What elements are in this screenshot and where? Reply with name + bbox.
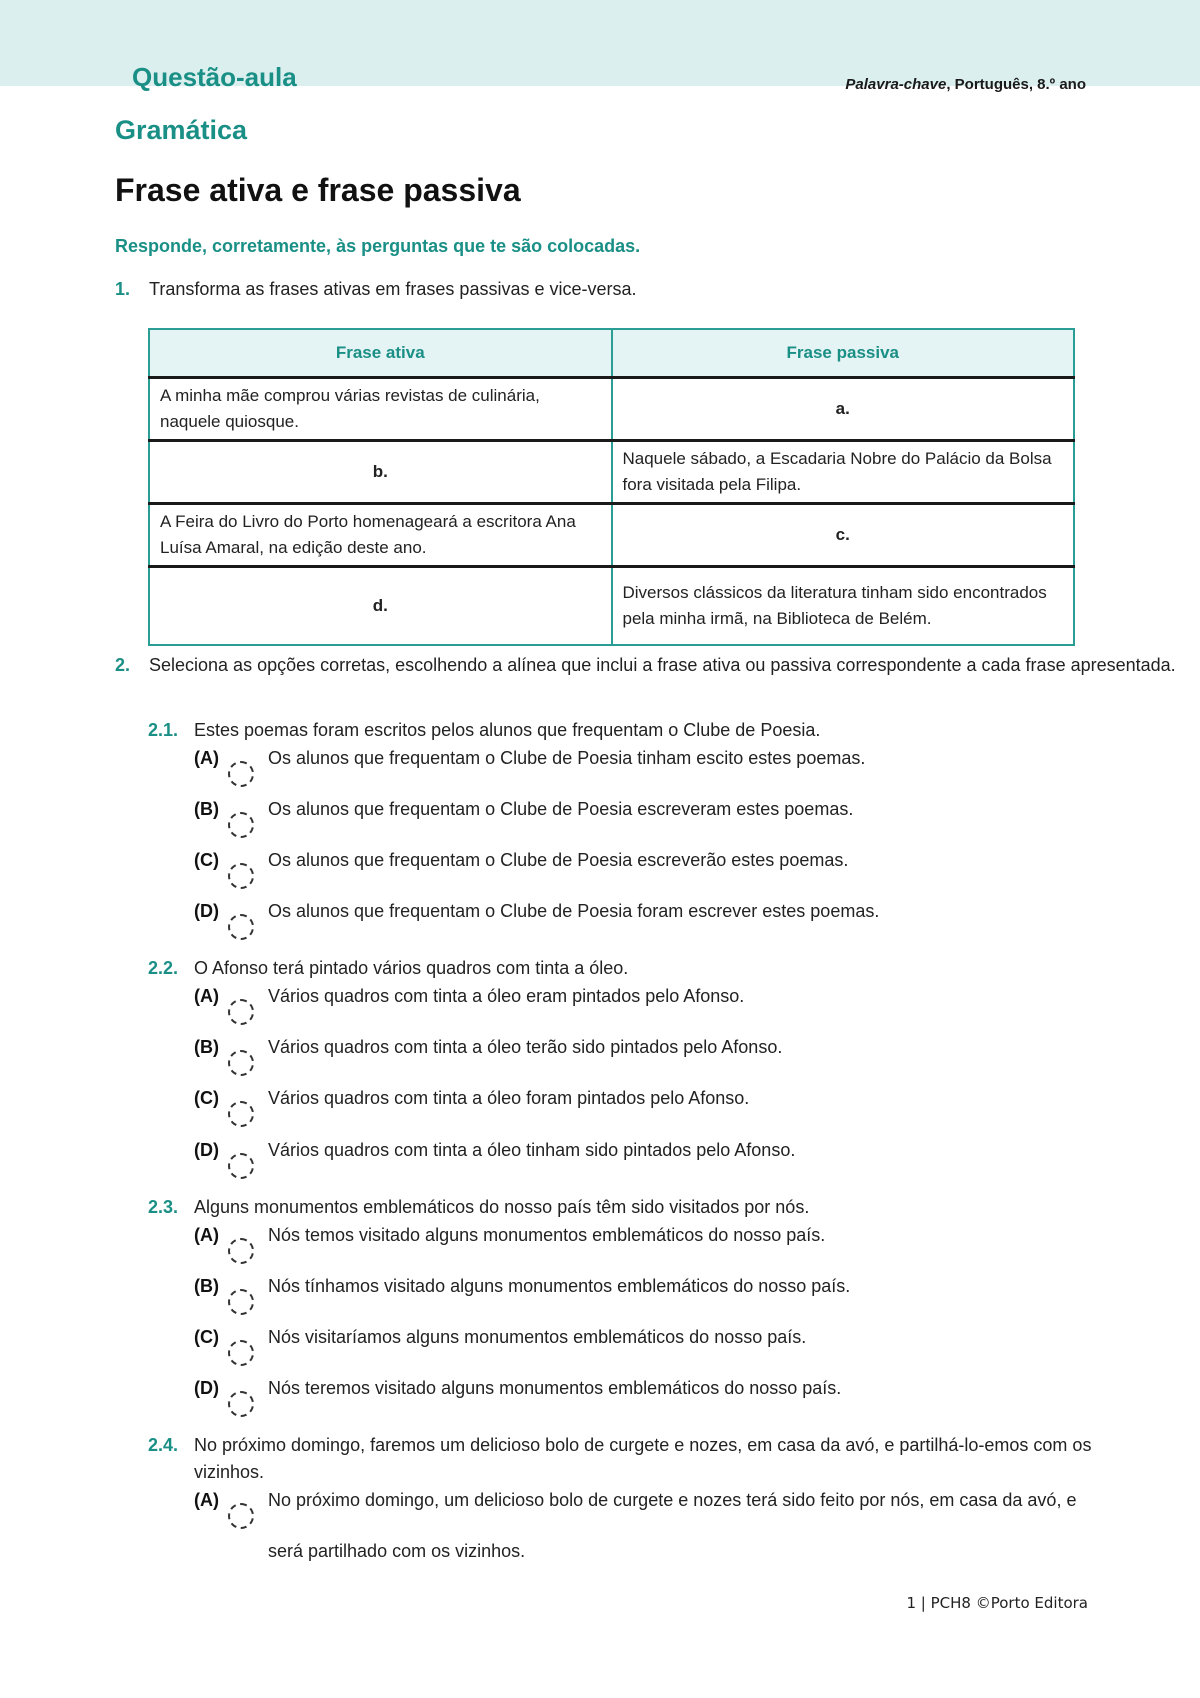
table-row [149, 378, 1074, 441]
option-2-3-c[interactable] [194, 1324, 1104, 1351]
option-label: (C) [194, 1088, 219, 1108]
subquestion-number: 2.1. [148, 720, 179, 740]
option-2-3-b[interactable] [194, 1273, 1104, 1300]
answer-circle-icon[interactable] [228, 812, 254, 838]
option-label: (D) [194, 901, 219, 921]
question-1 [115, 276, 1199, 303]
question-text: Seleciona as opções corretas, escolhendo a alínea que inclui a frase ativa ou passiva correspondente a cada frase apresentada. [149, 655, 1176, 675]
source-rest: , Português, 8.º ano [946, 76, 1086, 93]
question-number: 1. [115, 279, 131, 299]
option-label: (C) [194, 850, 219, 870]
option-text: Vários quadros com tinta a óleo foram pintados pelo Afonso. [268, 1088, 750, 1108]
answer-circle-icon[interactable] [228, 1238, 254, 1264]
cell-passive: Diversos clássicos da literatura tinham sido encontrados pela minha irmã, na Biblioteca de Belém. [612, 567, 1075, 645]
option-2-3-d[interactable] [194, 1375, 1104, 1402]
option-2-4-a[interactable] [194, 1487, 1104, 1577]
source-italic: Palavra-chave [845, 76, 947, 93]
option-text: Nós teremos visitado alguns monumentos emblemáticos do nosso país. [268, 1378, 842, 1398]
table-header-passive: Frase passiva [612, 329, 1075, 378]
subquestion-text: Alguns monumentos emblemáticos do nosso país têm sido visitados por nós. [194, 1197, 810, 1217]
question-number: 2. [115, 655, 131, 675]
table-header-active: Frase ativa [149, 329, 612, 378]
answer-circle-icon[interactable] [228, 1340, 254, 1366]
page-footer: 1 | PCH8 ©Porto Editora [906, 1594, 1088, 1612]
section-title: Gramática [115, 115, 248, 145]
subquestion-text: O Afonso terá pintado vários quadros com tinta a óleo. [194, 958, 629, 978]
option-2-1-b[interactable] [194, 796, 1104, 823]
option-2-2-c[interactable] [194, 1085, 1104, 1112]
option-label: (A) [194, 986, 219, 1006]
answer-cell-b[interactable]: b. [149, 441, 612, 504]
option-2-1-a[interactable] [194, 745, 1104, 772]
option-text: Os alunos que frequentam o Clube de Poesia tinham escito estes poemas. [268, 748, 866, 768]
option-label: (A) [194, 748, 219, 768]
answer-circle-icon[interactable] [228, 1101, 254, 1127]
answer-circle-icon[interactable] [228, 1153, 254, 1179]
option-2-1-d[interactable] [194, 898, 1104, 925]
table-row [149, 441, 1074, 504]
option-text: Vários quadros com tinta a óleo terão sido pintados pelo Afonso. [268, 1037, 783, 1057]
option-label: (D) [194, 1140, 219, 1160]
option-2-2-a[interactable] [194, 983, 1104, 1010]
option-2-2-d[interactable] [194, 1137, 1104, 1164]
option-text: Os alunos que frequentam o Clube de Poesia foram escrever estes poemas. [268, 901, 880, 921]
option-2-2-b[interactable] [194, 1034, 1104, 1061]
cell-active: A Feira do Livro do Porto homenageará a escritora Ana Luísa Amaral, na edição deste ano. [149, 504, 612, 567]
cell-active: A minha mãe comprou várias revistas de culinária, naquele quiosque. [149, 378, 612, 441]
subquestion-text: No próximo domingo, faremos um delicioso bolo de curgete e nozes, em casa da avó, e partilhá-lo-emos com os vizinhos. [194, 1435, 1092, 1482]
brand-title: Questão-aula [132, 62, 297, 92]
option-label: (B) [194, 1276, 219, 1296]
answer-cell-a[interactable]: a. [612, 378, 1075, 441]
answer-circle-icon[interactable] [228, 863, 254, 889]
answer-cell-c[interactable]: c. [612, 504, 1075, 567]
option-text: Nós visitaríamos alguns monumentos emblemáticos do nosso país. [268, 1327, 807, 1347]
option-text: Os alunos que frequentam o Clube de Poesia escreveram estes poemas. [268, 799, 854, 819]
answer-cell-d[interactable]: d. [149, 567, 612, 645]
option-text: Nós temos visitado alguns monumentos emblemáticos do nosso país. [268, 1225, 826, 1245]
answer-circle-icon[interactable] [228, 1503, 254, 1529]
option-text: No próximo domingo, um delicioso bolo de curgete e nozes terá sido feito por nós, em casa da avó, e será partilhado com os vizinhos. [268, 1490, 1077, 1561]
option-text: Vários quadros com tinta a óleo tinham sido pintados pelo Afonso. [268, 1140, 796, 1160]
page-title: Frase ativa e frase passiva [115, 172, 521, 208]
option-2-1-c[interactable] [194, 847, 1104, 874]
table-row [149, 567, 1074, 645]
question-2 [115, 652, 1199, 679]
option-label: (B) [194, 1037, 219, 1057]
option-label: (B) [194, 799, 219, 819]
option-text: Os alunos que frequentam o Clube de Poesia escreverão estes poemas. [268, 850, 849, 870]
subquestion-number: 2.4. [148, 1435, 179, 1455]
option-label: (D) [194, 1378, 219, 1398]
option-text: Nós tínhamos visitado alguns monumentos emblemáticos do nosso país. [268, 1276, 851, 1296]
instruction: Responde, corretamente, às perguntas que te são colocadas. [115, 236, 641, 256]
subquestion-2-1 [148, 717, 1114, 744]
option-2-3-a[interactable] [194, 1222, 1104, 1249]
answer-circle-icon[interactable] [228, 1050, 254, 1076]
option-label: (A) [194, 1490, 219, 1510]
transform-table [148, 328, 1075, 646]
option-label: (A) [194, 1225, 219, 1245]
answer-circle-icon[interactable] [228, 761, 254, 787]
source-label [845, 76, 1086, 93]
subquestion-text: Estes poemas foram escritos pelos alunos que frequentam o Clube de Poesia. [194, 720, 821, 740]
subquestion-2-3 [148, 1194, 1114, 1221]
answer-circle-icon[interactable] [228, 914, 254, 940]
option-text: Vários quadros com tinta a óleo eram pintados pelo Afonso. [268, 986, 745, 1006]
question-text: Transforma as frases ativas em frases passivas e vice-versa. [149, 279, 637, 299]
table-row [149, 504, 1074, 567]
subquestion-number: 2.3. [148, 1197, 179, 1217]
answer-circle-icon[interactable] [228, 1391, 254, 1417]
answer-circle-icon[interactable] [228, 1289, 254, 1315]
subquestion-2-2 [148, 955, 1114, 982]
answer-circle-icon[interactable] [228, 999, 254, 1025]
option-label: (C) [194, 1327, 219, 1347]
cell-passive: Naquele sábado, a Escadaria Nobre do Palácio da Bolsa fora visitada pela Filipa. [612, 441, 1075, 504]
subquestion-number: 2.2. [148, 958, 179, 978]
